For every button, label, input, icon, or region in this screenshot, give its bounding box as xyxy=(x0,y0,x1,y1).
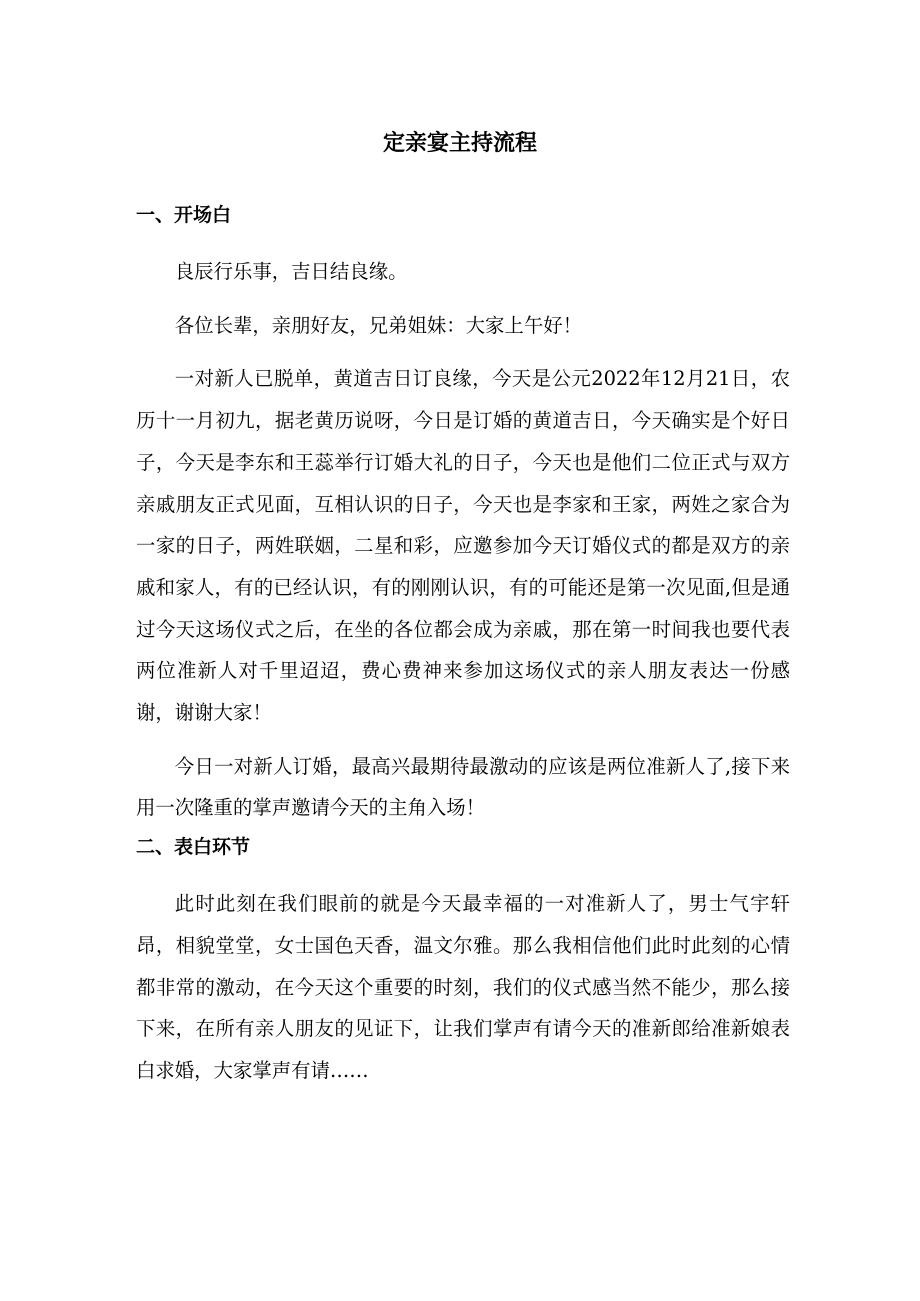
paragraph: 此时此刻在我们眼前的就是今天最幸福的一对准新人了，男士气宇轩昂，相貌堂堂，女士国色天香，温文尔雅。那么我相信他们此时此刻的心情都非常的激动，在今天这个重要的时刻，我们的仪式感当然不能少，那么接下来，在所有亲人朋友的见证下，让我们掌声有请今天的准新郎给准新娘表白求婚，大家掌声有请…… xyxy=(136,892,790,1082)
section-heading: 二、表白环节 xyxy=(136,836,251,859)
paragraph: 一对新人已脱单，黄道吉日订良缘，今天是公元2022年12月21日，农历十一月初九，据老黄历说呀，今日是订婚的黄道吉日，今天确实是个好日子，今天是李东和王蕊举行订婚大礼的日子，今天也是他们二位正式与双方亲戚朋友正式见面，互相认识的日子，今天也是李家和王家，两姓之家合为一家的日子，两姓联姻，二星和彩，应邀参加今天订婚仪式的都是双方的亲戚和家人，有的已经认识，有的刚刚认识，有的可能还是第一次见面,但是通过今天这场仪式之后，在坐的各位都会成为亲戚，那在第一时间我也要代表两位准新人对千里迢迢，费心费神来参加这场仪式的亲人朋友表达一份感谢，谢谢大家！ xyxy=(136,367,790,725)
paragraph: 良辰行乐事，吉日结良缘。 xyxy=(174,260,408,283)
section-confession xyxy=(136,829,790,1092)
section-opening xyxy=(136,197,790,829)
section-heading: 一、开场白 xyxy=(136,204,232,226)
paragraph: 今日一对新人订婚，最高兴最期待最激动的应该是两位准新人了,接下来用一次隆重的掌声邀请今天的主角入场！ xyxy=(136,754,790,820)
paragraph: 各位长辈，亲朋好友，兄弟姐妹：大家上午好！ xyxy=(174,313,582,337)
document-body xyxy=(136,197,790,1092)
document-title: 定亲宴主持流程 xyxy=(382,131,537,156)
